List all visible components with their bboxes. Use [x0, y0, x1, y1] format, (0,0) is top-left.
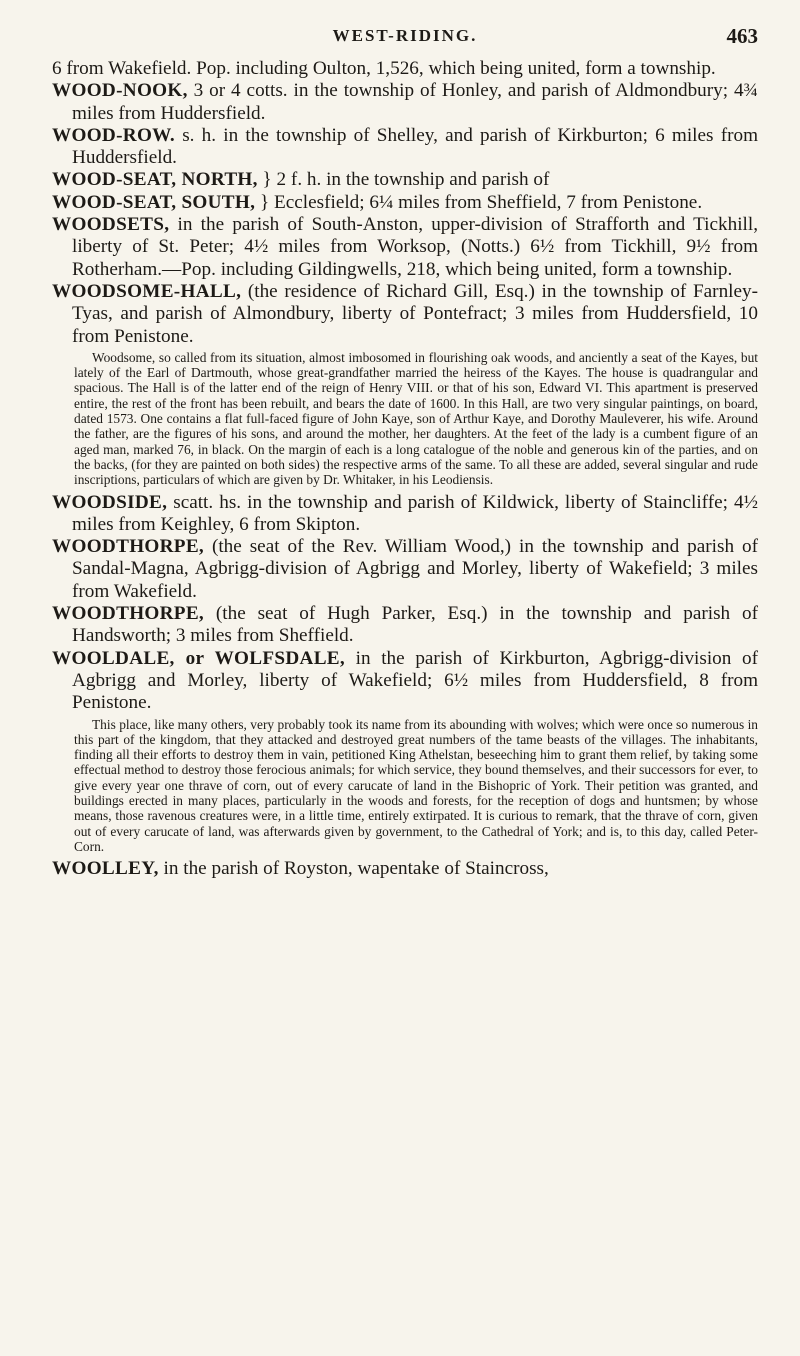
headword: WOODSETS, — [52, 214, 170, 236]
running-head: WEST-RIDING. — [332, 26, 478, 45]
note-woodsome: Woodsome, so called from its situation, almost imbosomed in flourishing oak woods, and anciently a seat of the Kayes, but lately of the Earl of Dartmouth, whose great-grandfather married the heiress of the Kayes. The house is quadrangular and spacious. The Hall is of the latter end of the reign of Henry VIII. or that of his son, Edward VI. This apartment is preserved entire, the rest of the front has been rebuilt, and bears the date of 1600. In this Hall, are two very singular paintings, on board, dated 1573. One contains a flat full-faced figure of John Kaye, son of Arthur Kaye, and Dorothy Mauleverer, his wife. Around the father, are the figures of his sons, and around the mother, her daughters. At the feet of the lady is a cumbent figure of an aged man, marked 76, in black. On the margin of each is a long catalogue of the noble and generous kin of the parties, and on the backs, (for they are painted on both sides) the respective arms of the same. To all these are added, several singular and rude inscriptions, particulars of which are given by Dr. Whitaker, in his Leodiensis. — [74, 349, 758, 488]
headword: WOOLLEY, — [52, 858, 159, 880]
headword: WOODSIDE, — [52, 491, 168, 513]
headword: WOOLDALE, or WOLFSDALE, — [52, 647, 345, 669]
headword: WOODTHORPE, — [52, 536, 205, 558]
entry-woodthorpe-sandal: WOODTHORPE, (the seat of the Rev. William Wood,) in the township and parish of Sandal-Magna, Agbrigg-division of Agbrigg and Morley, liberty of Wakefield; 3 miles from Wakefield. — [52, 536, 758, 602]
entry-woodthorpe-handsworth: WOODTHORPE, (the seat of Hugh Parker, Esq.) in the township and parish of Handsworth; 3 miles from Sheffield. — [52, 603, 758, 647]
entry-wood-seat-south: WOOD-SEAT, SOUTH, } Ecclesfield; 6¼ miles from Sheffield, 7 from Penistone. — [52, 191, 703, 213]
entry-woodsome-hall: WOODSOME-HALL, (the residence of Richard Gill, Esq.) in the township of Farnley-Tyas, and parish of Almondbury, liberty of Pontefract; 3 miles from Huddersfield, 10 from Penistone. — [52, 280, 758, 347]
entry-wood-row: WOOD-ROW. s. h. in the township of Shelley, and parish of Kirkburton; 6 miles from Huddersfield. — [52, 124, 758, 169]
headword: WOOD-SEAT, SOUTH, — [52, 191, 256, 213]
headword: WOOD-SEAT, NORTH, — [52, 169, 258, 191]
entry-woodsets: WOODSETS, in the parish of South-Anston, upper-division of Strafforth and Tickhill, liberty of St. Peter; 4½ miles from Worksop, (Notts.) 6½ from Tickhill, 9½ from Rotherham.—Pop. including Gildingwells, 218, which being united, form a township. — [52, 214, 758, 280]
page-number: 463 — [726, 24, 758, 48]
entry-wood-seat-north: WOOD-SEAT, NORTH, } 2 f. h. in the township and parish of — [52, 169, 550, 191]
gazetteer-text — [52, 58, 758, 880]
entry-woolley: WOOLLEY, in the parish of Royston, wapentake of Staincross, — [52, 858, 549, 880]
headword: WOOD-NOOK, — [52, 80, 188, 102]
page-header — [52, 26, 758, 52]
headword: WOOD-ROW. — [52, 124, 175, 146]
book-page — [52, 0, 758, 1356]
entry-wooldale: WOOLDALE, or WOLFSDALE, in the parish of Kirkburton, Agbrigg-division of Agbrigg and Morley, liberty of Wakefield; 6½ miles from Huddersfield, 8 from Penistone. — [52, 647, 758, 714]
entry-woodside: WOODSIDE, scatt. hs. in the township and parish of Kildwick, liberty of Staincliffe; 4½ miles from Keighley, 6 from Skipton. — [52, 491, 758, 535]
headword: WOODSOME-HALL, — [52, 280, 242, 302]
entry-wood-nook: WOOD-NOOK, 3 or 4 cotts. in the township of Honley, and parish of Aldmondbury; 4¾ miles from Huddersfield. — [52, 80, 758, 124]
entry-oulton-continued: 6 from Wakefield. Pop. including Oulton, 1,526, which being united, form a township. — [52, 58, 716, 79]
note-wooldale: This place, like many others, very probably took its name from its abounding with wolves; which were once so numerous in this part of the kingdom, that they attacked and destroyed great numbers of the tame beasts of the villages. The inhabitants, finding all their efforts to destroy them in vain, petitioned King Athelstan, beseeching him to grant them relief, by taking some effectual method to destroy those ferocious animals; for which service, they bound themselves, and their successors for ever, to give every year one thrave of corn, out of every carucate of land in the Bishopric of York. Their petition was granted, and buildings erected in many places, particularly in the woods and forests, for the reception of dogs and huntsmen; by whose means, those ravenous creatures were, in a little time, entirely extirpated. It is curious to remark, that the thrave of corn, given out of every carucate of land, was afterwards given by government, to the Cathedral of York; and is, to this day, called Peter-Corn. — [74, 716, 758, 854]
headword: WOODTHORPE, — [52, 603, 205, 625]
